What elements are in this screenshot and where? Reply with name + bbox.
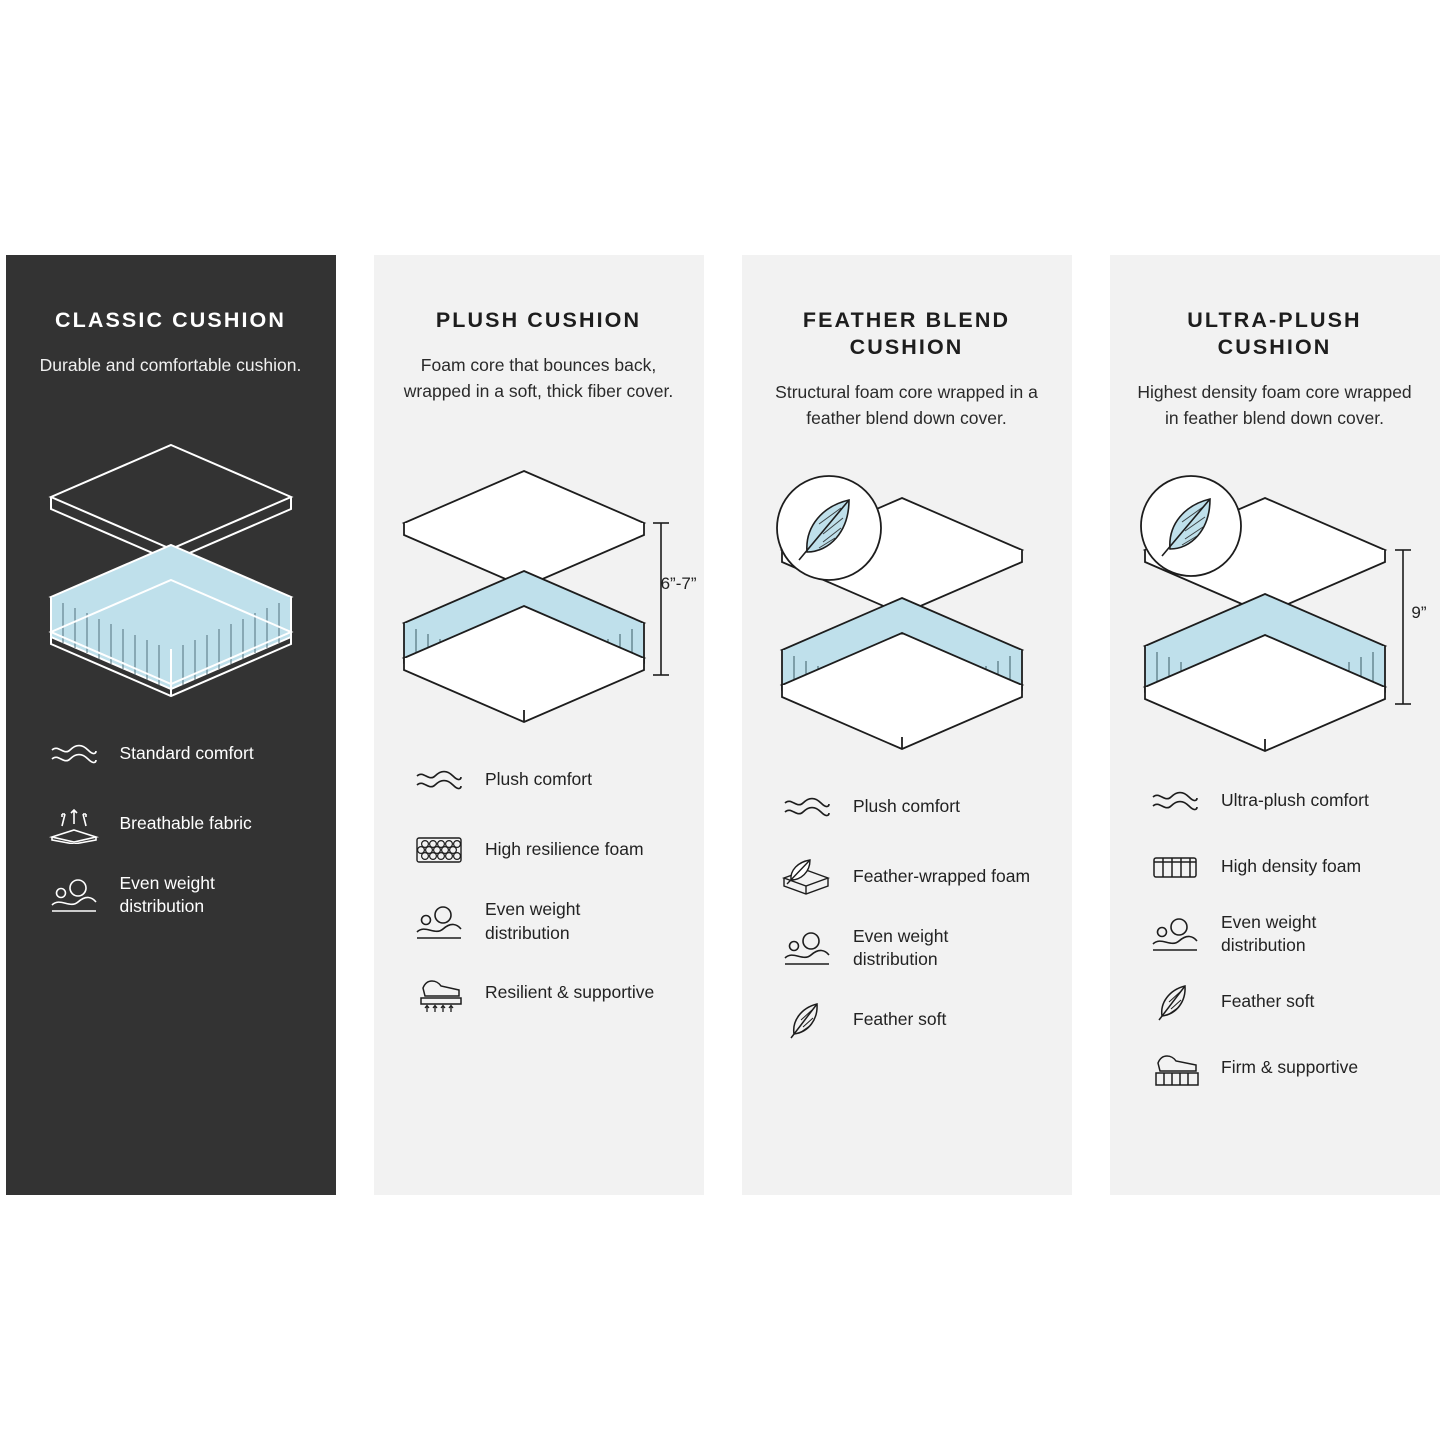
feature-list (46, 732, 296, 919)
top-cover-layer (404, 471, 644, 587)
weight-distribution-icon (1147, 912, 1203, 956)
feature-label: Feather-wrapped foam (853, 865, 1031, 886)
weight-distribution-icon (411, 900, 467, 944)
feature-list (779, 785, 1034, 1042)
cushion-exploded-diagram-classic (21, 410, 321, 710)
feature-item (1147, 779, 1402, 823)
wave-icon (46, 732, 102, 776)
feature-item (779, 785, 1034, 829)
cushion-card-ultra-plush[interactable] (1110, 255, 1440, 1195)
card-title: FEATHER BLEND CUSHION (802, 308, 1011, 359)
cushion-card-plush[interactable] (374, 255, 704, 1195)
feature-label: Plush comfort (485, 769, 592, 790)
card-description: Foam core that bounces back, wrapped in a soft, thick fiber cover. (403, 354, 674, 402)
feature-list (411, 758, 666, 1015)
feature-label: Even weight distribution (119, 872, 215, 917)
feather-icon (779, 998, 835, 1042)
feature-label: Ultra-plush comfort (1221, 789, 1369, 810)
dimension-label: 6”-7” (660, 573, 697, 593)
firm-support-icon (1147, 1046, 1203, 1090)
dimension-bracket (1395, 550, 1411, 704)
feature-item (411, 758, 666, 802)
feather-wrapped-foam-icon (779, 855, 835, 899)
feature-item (46, 802, 296, 846)
weight-distribution-icon (779, 926, 835, 970)
card-description: Durable and comfortable cushion. (39, 354, 302, 375)
feature-item (411, 971, 666, 1015)
card-description: Structural foam core wrapped in a feather blend down cover. (775, 381, 1038, 428)
feature-label: Firm & supportive (1221, 1057, 1359, 1078)
wave-icon (1147, 779, 1203, 823)
card-title: CLASSIC CUSHION (55, 308, 286, 332)
feature-item (46, 872, 296, 919)
feature-label: Feather soft (1221, 991, 1315, 1012)
feature-label: Breathable fabric (119, 812, 252, 833)
feature-item (779, 855, 1034, 899)
card-title: ULTRA-PLUSH CUSHION (1187, 308, 1362, 359)
feature-label: High resilience foam (485, 839, 644, 860)
top-cover-layer (51, 445, 291, 561)
feature-list (1147, 779, 1402, 1090)
feather-icon (1147, 980, 1203, 1024)
feature-item (46, 732, 296, 776)
high-density-foam-icon (1147, 845, 1203, 889)
feature-label: Even weight distribution (1221, 911, 1317, 956)
feature-item (1147, 845, 1402, 889)
feature-label: Feather soft (853, 1009, 947, 1030)
dimension-label: 9” (1411, 602, 1427, 622)
leaf-badge-icon (777, 476, 881, 580)
cushion-card-classic[interactable] (6, 255, 336, 1195)
feature-label: Standard comfort (119, 742, 254, 763)
cushion-card-row (0, 255, 1445, 1195)
dimension-bracket (653, 523, 669, 675)
feature-item (1147, 980, 1402, 1024)
cushion-exploded-diagram-feather-blend (757, 463, 1057, 763)
feature-item (779, 998, 1034, 1042)
feature-item (1147, 1046, 1402, 1090)
breathable-fabric-icon (46, 802, 102, 846)
cushion-exploded-diagram-ultra-plush (1125, 463, 1425, 763)
wave-icon (411, 758, 467, 802)
feature-item (779, 925, 1034, 972)
feature-item (1147, 911, 1402, 958)
feature-label: High density foam (1221, 855, 1362, 876)
cushion-exploded-diagram-plush (389, 436, 697, 736)
wave-icon (779, 785, 835, 829)
card-description: Highest density foam core wrapped in feather blend down cover. (1137, 381, 1412, 428)
resilient-support-icon (411, 971, 467, 1015)
feature-item (411, 828, 666, 872)
feature-label: Plush comfort (853, 795, 960, 816)
leaf-badge-icon (1141, 476, 1241, 576)
feature-label: Resilient & supportive (485, 982, 655, 1003)
honeycomb-foam-icon (411, 828, 467, 872)
feature-label: Even weight distribution (485, 898, 581, 943)
cushion-card-feather-blend[interactable] (742, 255, 1072, 1195)
feature-item (411, 898, 666, 945)
card-title: PLUSH CUSHION (435, 308, 642, 332)
feature-label: Even weight distribution (853, 925, 949, 970)
weight-distribution-icon (46, 873, 102, 917)
